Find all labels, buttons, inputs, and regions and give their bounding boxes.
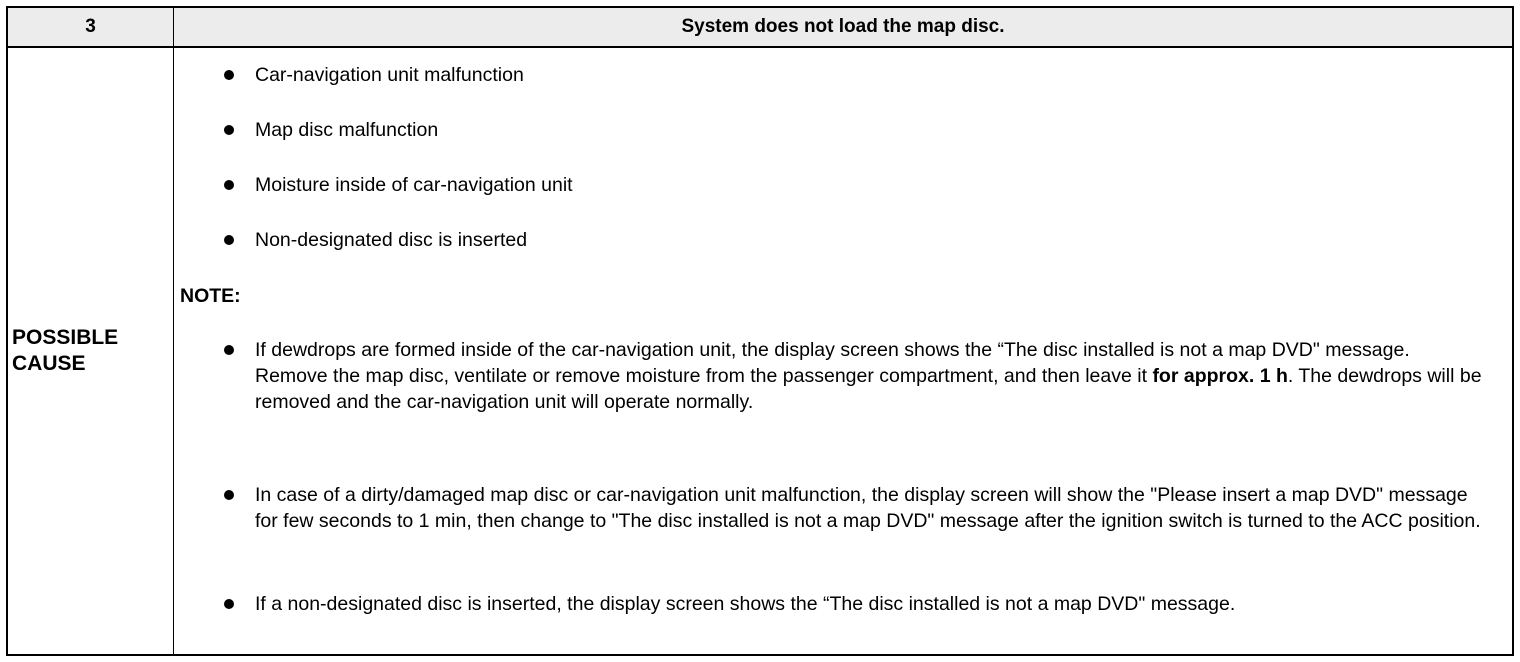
possible-cause-row — [8, 48, 1512, 654]
note-item — [174, 337, 1512, 415]
cause-item — [174, 62, 1512, 88]
bullet-icon — [224, 70, 234, 80]
bullet-icon — [224, 235, 234, 245]
symptom-title: System does not load the map disc. — [681, 16, 1005, 37]
bullet-icon — [224, 490, 234, 500]
bullet-icon — [224, 125, 234, 135]
note-text-bold: for approx. 1 h — [1152, 365, 1288, 387]
note-item — [174, 482, 1512, 534]
cause-text: Non-designated disc is inserted — [255, 229, 528, 251]
note-text-after: . The dewdrops will be removed and the car-navigation unit will operate normally. — [255, 365, 1482, 413]
cause-text: Map disc malfunction — [255, 119, 439, 141]
troubleshooting-table — [6, 6, 1514, 656]
step-number: 3 — [8, 8, 174, 46]
bullet-icon — [224, 599, 234, 609]
cause-text: Car-navigation unit malfunction — [255, 64, 524, 86]
cause-item — [174, 227, 1512, 253]
possible-cause-content — [174, 48, 1512, 654]
cause-item — [174, 117, 1512, 143]
bullet-icon — [224, 345, 234, 355]
note-text-before: If dewdrops are formed inside of the car-navigation unit, the display screen shows the “The disc installed is not a map DVD" message. Remove the map disc, ventilate or remove moisture from the passenger compartment, and then leave it — [255, 339, 1410, 387]
table-header-row — [8, 8, 1512, 48]
cause-text: Moisture inside of car-navigation unit — [255, 174, 573, 196]
possible-cause-label: POSSIBLE CAUSE — [12, 326, 119, 375]
note-text: In case of a dirty/damaged map disc or car-navigation unit malfunction, the display screen will show the "Please insert a map DVD" message for few seconds to 1 min, then change to "The disc installed is not a map DVD" message after the ignition switch is turned to the ACC position. — [255, 484, 1481, 532]
note-label: NOTE: — [180, 285, 241, 307]
note-item — [174, 591, 1512, 617]
cause-item — [174, 172, 1512, 198]
note-text: If a non-designated disc is inserted, the display screen shows the “The disc installed is not a map DVD" message. — [255, 593, 1236, 615]
possible-cause-label-cell — [8, 48, 174, 654]
bullet-icon — [224, 180, 234, 190]
